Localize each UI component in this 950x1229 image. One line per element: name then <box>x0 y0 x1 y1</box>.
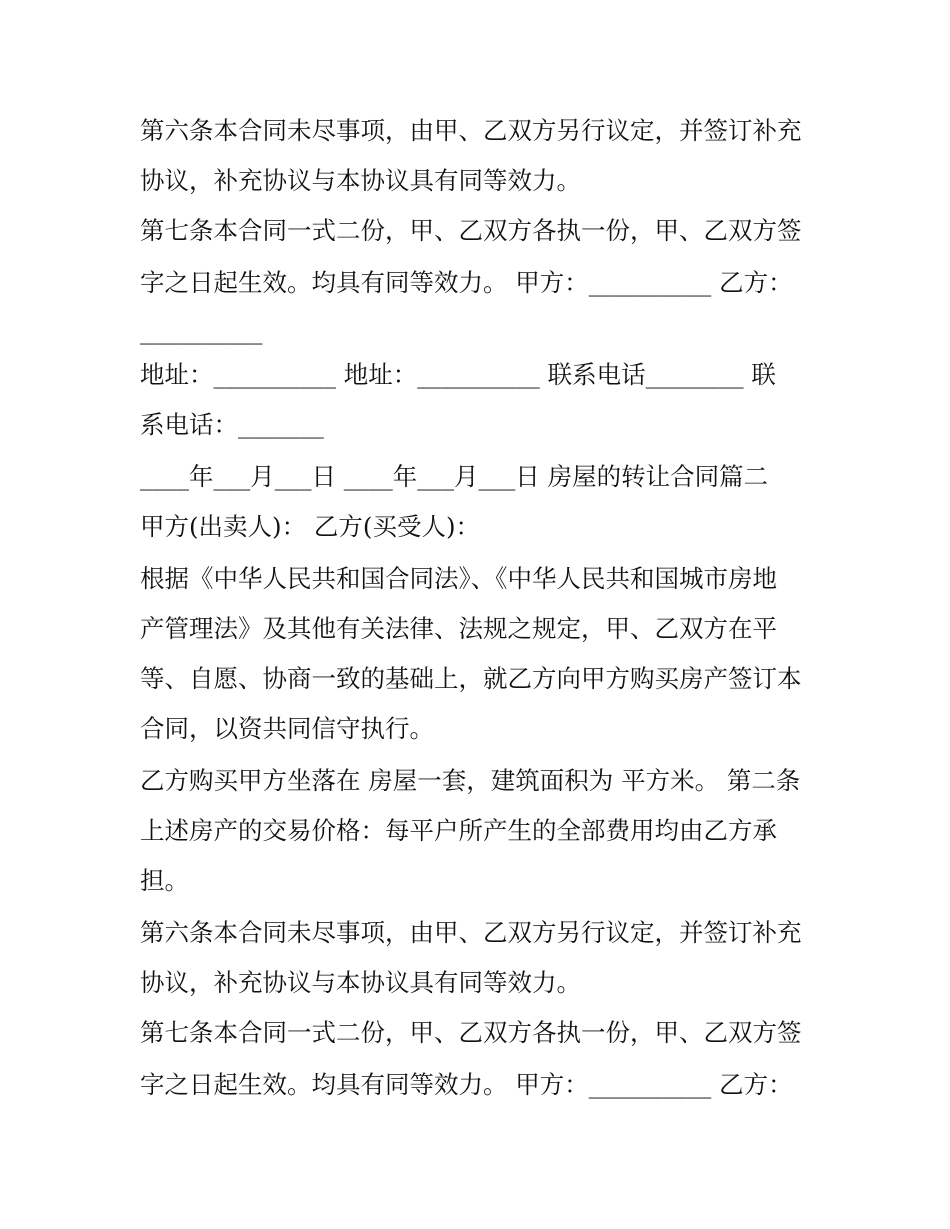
text-line: 第七条本合同一式二份，甲、乙双方各执一份，甲、乙双方签 <box>140 1018 802 1047</box>
text-line: 协议，补充协议与本协议具有同等效力。 <box>140 968 581 997</box>
text-line: 字之日起生效。均具有同等效力。 甲方：__________ 乙方： <box>140 1070 793 1099</box>
text-line: 协议，补充协议与本协议具有同等效力。 <box>140 166 581 195</box>
text-line: __________ <box>140 316 263 345</box>
text-line: 第六条本合同未尽事项，由甲、乙双方另行议定，并签订补充 <box>140 116 802 145</box>
text-line: ____年___月___日 ____年___月___日 房屋的转让合同篇二 <box>140 462 769 491</box>
text-line: 根据《中华人民共和国合同法》、《中华人民共和国城市房地 <box>140 564 777 593</box>
text-line: 上述房产的交易价格：每平户所产生的全部费用均由乙方承 <box>140 816 777 845</box>
text-line: 等、自愿、协商一致的基础上，就乙方向甲方购买房产签订本 <box>140 664 802 693</box>
text-line: 地址：__________ 地址：__________ 联系电话________ 联 <box>140 360 776 389</box>
text-line: 第七条本合同一式二份，甲、乙双方各执一份，甲、乙双方签 <box>140 216 802 245</box>
text-line: 产管理法》及其他有关法律、法规之规定，甲、乙双方在平 <box>140 614 777 643</box>
text-line: 甲方(出卖人)： 乙方(买受人)： <box>140 512 481 541</box>
text-line: 第六条本合同未尽事项，由甲、乙双方另行议定，并签订补充 <box>140 918 802 947</box>
text-line: 字之日起生效。均具有同等效力。 甲方：__________ 乙方： <box>140 268 793 297</box>
text-line: 合同，以资共同信守执行。 <box>140 714 434 743</box>
text-line: 担。 <box>140 866 189 895</box>
text-line: 乙方购买甲方坐落在 房屋一套，建筑面积为 平方米。 第二条 <box>140 766 801 795</box>
text-line: 系电话：_______ <box>140 410 324 439</box>
